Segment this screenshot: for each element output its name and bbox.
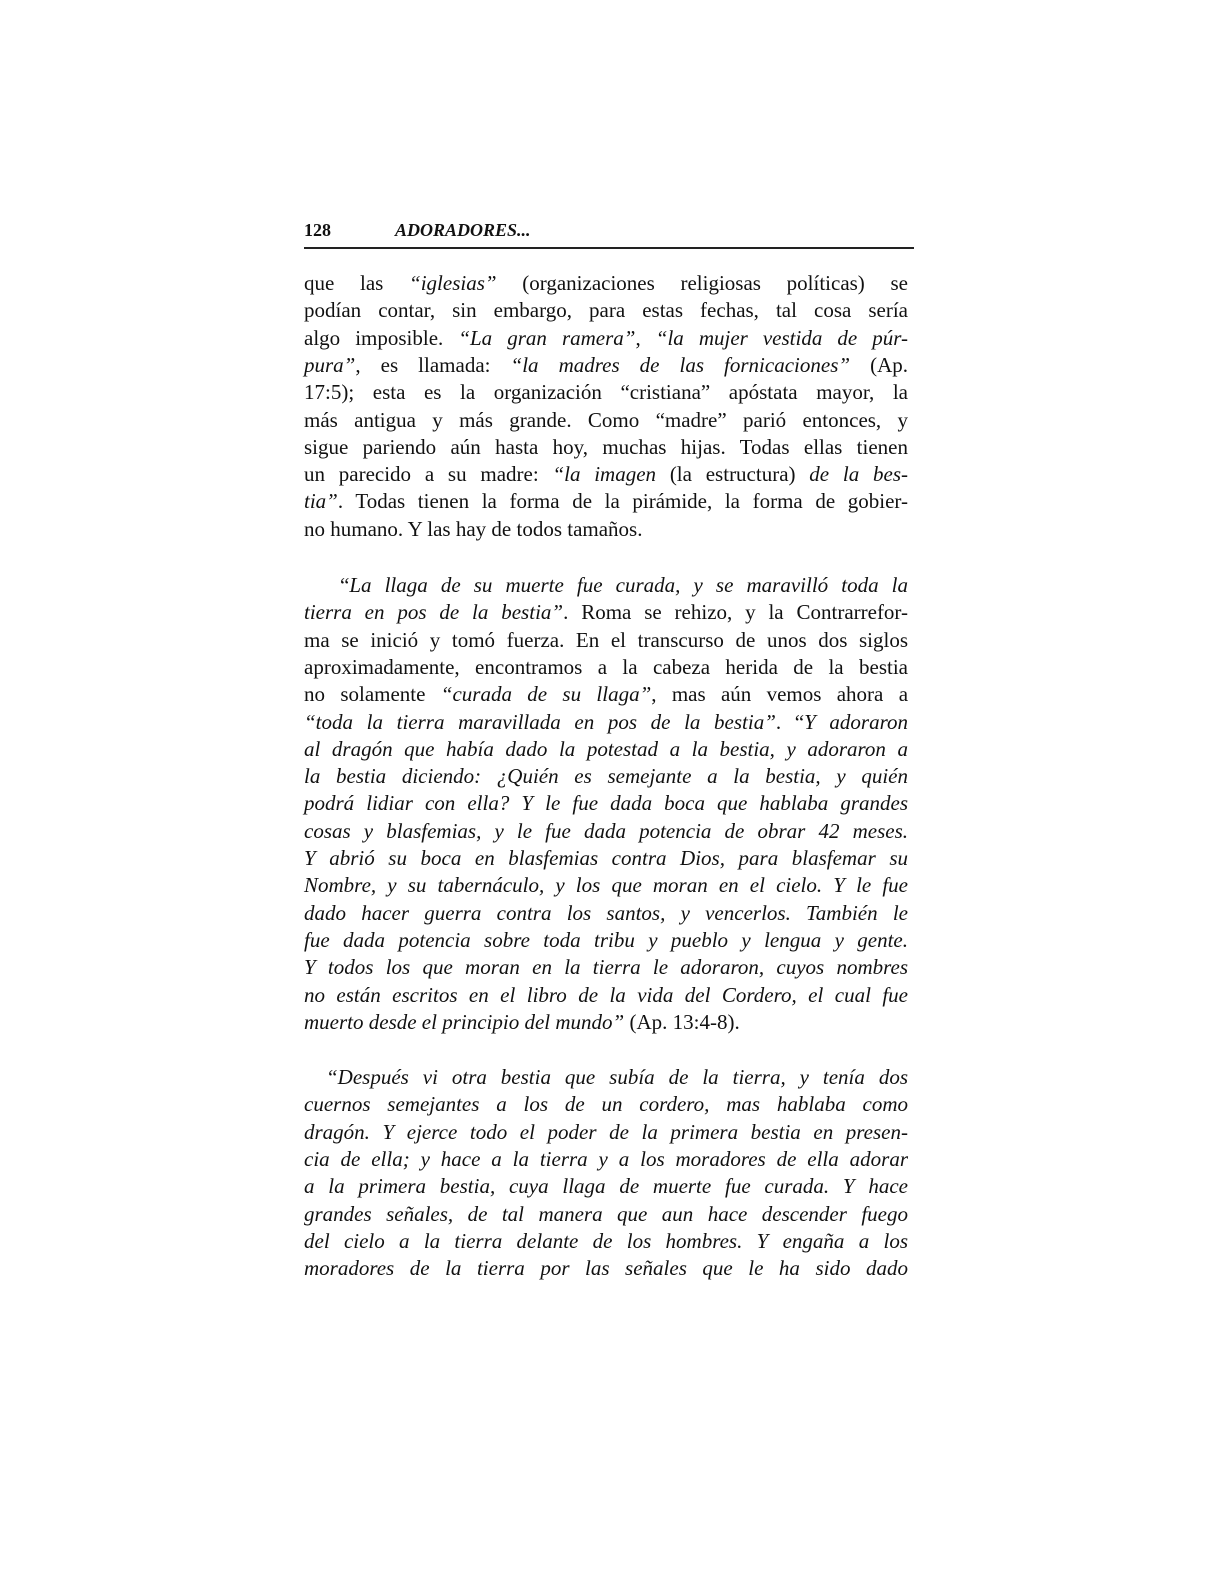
text-line xyxy=(304,1009,908,1035)
text-line xyxy=(304,1146,908,1172)
text-line xyxy=(304,1201,908,1227)
text-line xyxy=(304,627,908,653)
italic-text: “iglesias” xyxy=(409,271,497,295)
text-line xyxy=(304,461,908,487)
text-line xyxy=(304,954,908,980)
page-header xyxy=(304,220,914,244)
italic-text: “La gran ramera” xyxy=(458,325,636,350)
text-line xyxy=(304,1091,908,1117)
text-line xyxy=(304,681,908,707)
italic-text: “toda la tierra maravillada en pos de la bestia” xyxy=(304,709,776,734)
text: que las xyxy=(304,271,410,295)
text-line xyxy=(304,1255,908,1281)
italic-text: “la imagen xyxy=(552,462,657,487)
text-line xyxy=(304,325,908,351)
italic-text: “curada de su llaga” xyxy=(440,682,652,707)
text-line xyxy=(304,709,908,735)
text: podían contar, sin embargo, para estas fechas, tal cosa sería xyxy=(304,298,908,323)
text: , xyxy=(635,325,656,350)
text: sigue pariendo aún hasta hoy, muchas hijas. Todas ellas tienen xyxy=(304,434,908,459)
italic-text: tia” xyxy=(304,489,338,514)
text-line xyxy=(304,900,908,926)
italic-text: La llaga de su muerte fue curada, y se maravilló toda la xyxy=(349,573,908,597)
text: aproximadamente, encontramos a la cabeza herida de la bestia xyxy=(304,654,908,679)
italic-text: fue dada potencia sobre toda tribu y pueblo y lengua y gente. xyxy=(304,927,908,952)
text: (la estructura) xyxy=(656,462,810,487)
italic-text: Y abrió su boca en blasfemias contra Dios, para blasfemar su xyxy=(304,846,908,870)
italic-text: cia de ella; y hace a la tierra y a los moradores de ella adorar xyxy=(304,1146,908,1171)
header-rule xyxy=(304,247,914,249)
text-line xyxy=(304,297,908,323)
text-line xyxy=(304,845,908,871)
italic-text: pura” xyxy=(304,352,356,377)
italic-text: cuernos semejantes a los de un cordero, mas hablaba como xyxy=(304,1092,908,1117)
italic-text: no están escritos en el libro de la vida del Cordero, el cual fue xyxy=(304,982,908,1007)
text: (organizaciones religiosas políticas) se xyxy=(496,271,908,295)
text-line xyxy=(304,1228,908,1254)
italic-text: Y todos los que moran en la tierra le adoraron, cuyos nombres xyxy=(304,955,908,980)
text: . Roma se rehizo, y la Contrarrefor- xyxy=(563,600,909,625)
italic-text: Nombre, y su tabernáculo, y los que moran en el cielo. Y le fue xyxy=(304,873,908,898)
text-line xyxy=(304,872,908,898)
text-line xyxy=(326,1064,908,1090)
text: ma se inició y tomó fuerza. En el transcurso de unos dos siglos xyxy=(304,627,908,652)
italic-text: “la madres de las fornicaciones” xyxy=(510,352,851,377)
italic-text: “Después vi otra bestia que subía de la tierra, y tenía dos xyxy=(326,1065,908,1089)
text: un parecido a su madre: xyxy=(304,462,553,487)
text: “ xyxy=(340,573,350,597)
italic-text: grandes señales, de tal manera que aun hace descender fuego xyxy=(304,1201,908,1226)
italic-text: del cielo a la tierra delante de los hombres. Y engaña a los xyxy=(304,1228,908,1253)
text-line xyxy=(304,736,908,762)
text: , mas aún vemos ahora a xyxy=(651,682,909,707)
italic-text: al dragón que había dado la potestad a la bestia, y adoraron a xyxy=(304,736,908,761)
italic-text: podrá lidiar con ella? Y le fue dada boca que hablaba grandes xyxy=(304,791,908,816)
text: (Ap. xyxy=(850,352,908,377)
text-line xyxy=(304,654,908,680)
running-title: ADORADORES... xyxy=(395,220,531,240)
text: algo imposible. xyxy=(304,325,459,350)
text-line xyxy=(340,572,908,598)
italic-text: “la mujer vestida de púr- xyxy=(655,325,908,350)
text-line xyxy=(304,1119,908,1145)
text-line xyxy=(304,516,908,542)
text: más antigua y más grande. Como “madre” parió entonces, y xyxy=(304,407,908,432)
italic-text: tierra en pos de la bestia” xyxy=(304,600,564,625)
text-line xyxy=(304,982,908,1008)
italic-text: a la primera bestia, cuya llaga de muerte fue curada. Y hace xyxy=(304,1174,908,1199)
italic-text: moradores de la tierra por las señales que le ha sido dado xyxy=(304,1256,908,1281)
italic-text: la bestia diciendo: ¿Quién es semejante a la bestia, y quién xyxy=(304,764,908,789)
text-line xyxy=(304,763,908,789)
text-line xyxy=(304,407,908,433)
text-line xyxy=(304,434,908,460)
text: , es llamada: xyxy=(355,352,511,377)
italic-text: Y adoraron xyxy=(804,709,909,734)
text-line xyxy=(304,352,908,378)
page-number: 128 xyxy=(304,220,331,240)
text-line xyxy=(304,488,908,514)
text-line xyxy=(304,790,908,816)
text: 17:5); esta es la organización “cristiana” apóstata mayor, la xyxy=(304,380,908,405)
text-line xyxy=(304,818,908,844)
text: . Todas tienen la forma de la pirámide, la forma de gobier- xyxy=(337,489,908,514)
italic-text: dragón. Y ejerce todo el poder de la primera bestia en presen- xyxy=(304,1119,908,1144)
text: (Ap. 13:4-8). xyxy=(624,1009,740,1034)
text: no humano. Y las hay de todos tamaños. xyxy=(304,516,643,541)
text-line xyxy=(304,599,908,625)
text-line xyxy=(304,379,908,405)
text: . “ xyxy=(775,709,805,734)
text: no solamente xyxy=(304,682,441,707)
italic-text: cosas y blasfemias, y le fue dada potencia de obrar 42 meses. xyxy=(304,818,908,843)
text-line xyxy=(304,927,908,953)
italic-text: muerto desde el principio del mundo” xyxy=(304,1009,625,1034)
italic-text: de la bes- xyxy=(809,462,908,487)
italic-text: dado hacer guerra contra los santos, y vencerlos. También le xyxy=(304,900,908,925)
text-line xyxy=(304,270,908,296)
text-line xyxy=(304,1173,908,1199)
